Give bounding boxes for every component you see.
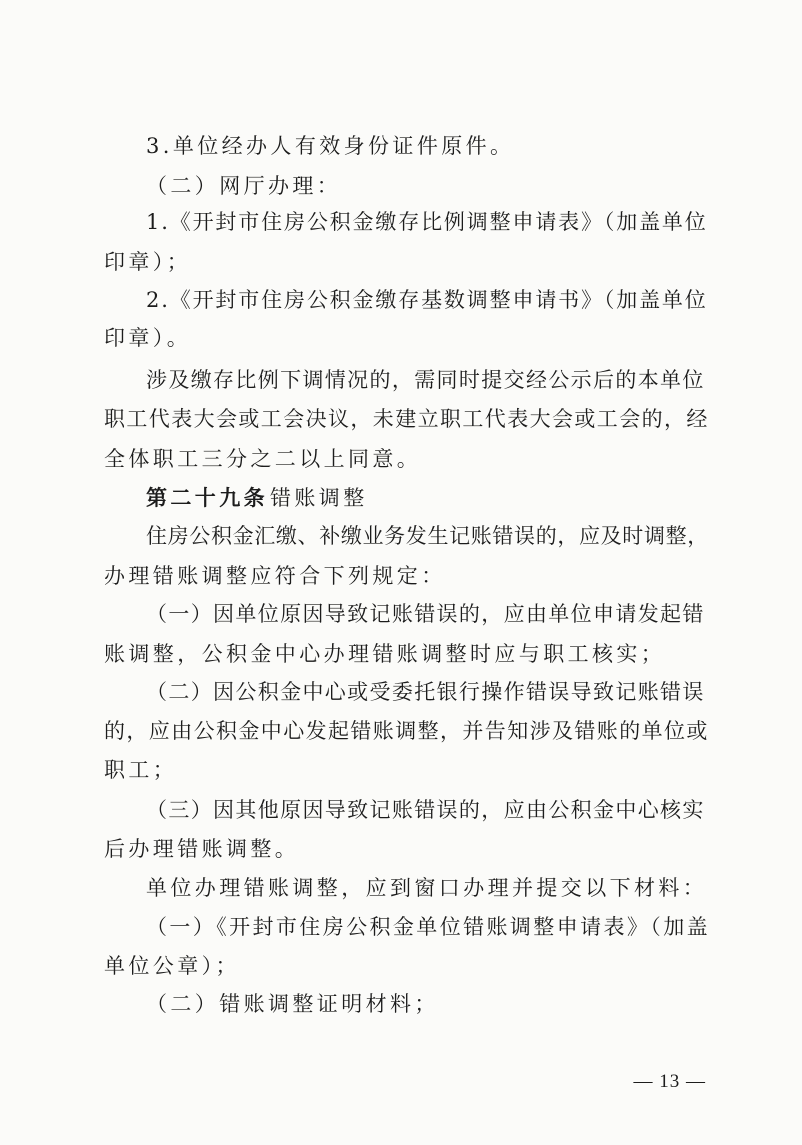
section-heading: （二）网厅办理： (146, 174, 342, 198)
text-line: 职工代表大会或工会决议，未建立职工代表大会或工会的，经 (104, 407, 709, 431)
text-line: 的，应由公积金中心发起错账调整，并告知涉及错账的单位或 (104, 719, 709, 743)
text-line: 3.单位经办人有效身份证件原件。 (146, 134, 515, 158)
text-line: 2.《开封市住房公积金缴存基数调整申请书》（加盖单位 (146, 288, 708, 312)
text-line: 办理错账调整应符合下列规定： (104, 564, 446, 588)
text-line: 印章）。 (104, 326, 192, 350)
text-line: （一）因单位原因导致记账错误的，应由单位申请发起错 (146, 602, 705, 626)
text-line: （二）错账调整证明材料； (146, 992, 439, 1016)
text-line: 单位办理错账调整，应到窗口办理并提交以下材料： (146, 876, 708, 900)
text-line: 印章）； (104, 250, 192, 274)
text-line: （二）因公积金中心或受委托银行操作错误导致记账错误 (146, 680, 705, 704)
text-line: 全体职工三分之二以上同意。 (104, 447, 422, 471)
text-line: 涉及缴存比例下调情况的，需同时提交经公示后的本单位 (146, 368, 705, 392)
text-line: 1.《开封市住房公积金缴存比例调整申请表》（加盖单位 (146, 210, 708, 234)
text-line: 后办理错账调整。 (104, 837, 300, 861)
article-heading: 第二十九条 (146, 485, 268, 510)
text-line: 职工； (104, 758, 178, 782)
text-line: 账调整，公积金中心办理错账调整时应与职工核实； (104, 642, 666, 666)
text-line: 住房公积金汇缴、补缴业务发生记账错误的，应及时调整， (146, 524, 709, 548)
article-title: 错账调整 (270, 486, 368, 510)
text-line: （一）《开封市住房公积金单位错账调整申请表》（加盖 (146, 915, 710, 939)
text-line: 单位公章）； (104, 954, 240, 978)
text-line: （三）因其他原因导致记账错误的，应由公积金中心核实 (146, 798, 705, 822)
page-number: — 13 — (633, 1071, 706, 1092)
